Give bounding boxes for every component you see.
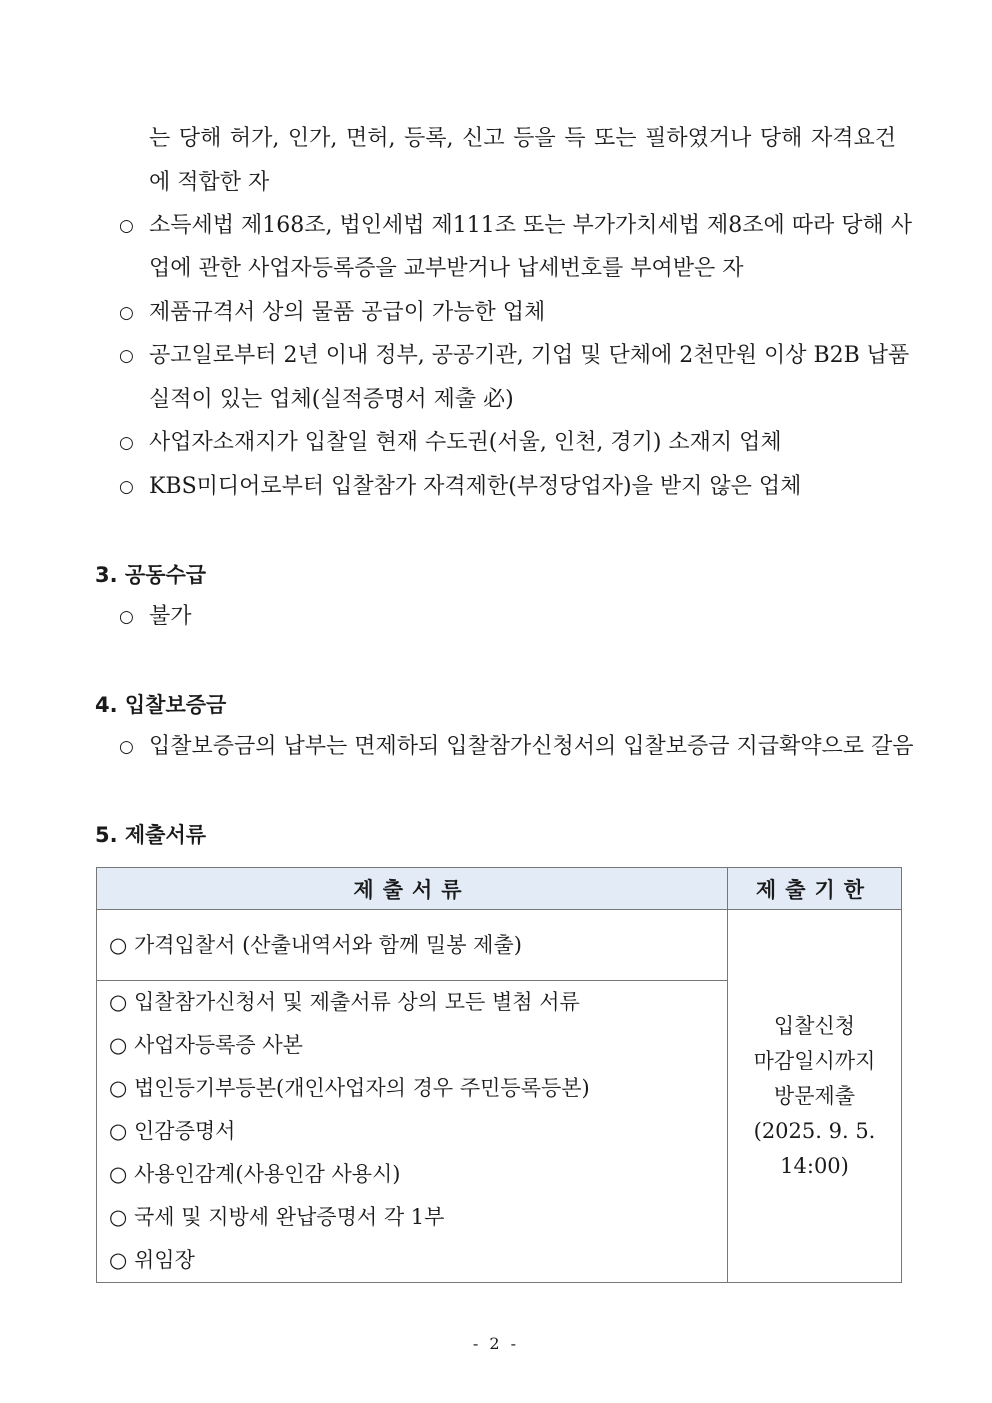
joint-supply-item: 불가 [149,604,192,629]
bullet-icon: ○ [119,216,134,236]
submission-documents-table [96,867,902,1283]
document-item: ○ 가격입찰서 (산출내역서와 함께 밀봉 제출) [109,933,522,957]
qualification-item-1-line-1: 소득세법 제168조, 법인세법 제111조 또는 부가가치세법 제8조에 따라 당해 사 [149,213,912,238]
deadline-line: (2025. 9. 5. [753,1118,876,1143]
table-row-price-bid [97,910,728,981]
page-number: - 2 - [472,1334,520,1353]
document-item: ○ 국세 및 지방세 완납증명서 각 1부 [109,1205,445,1229]
table-header-deadline: 제출기한 [728,868,902,910]
document-item: ○ 인감증명서 [109,1119,236,1143]
qualification-continuation-line-1: 는 당해 허가, 인가, 면허, 등록, 신고 등을 득 또는 필하였거나 당해 자격요건 [149,126,896,151]
deadline-line: 방문제출 [773,1083,856,1108]
document-item: ○ 위임장 [109,1248,195,1272]
qualification-item-3-line-2: 실적이 있는 업체(실적증명서 제출 必) [149,387,514,412]
table-header-documents: 제출서류 [97,868,728,910]
section-5-heading: 5. 제출서류 [95,823,207,847]
bullet-icon: ○ [119,607,134,627]
qualification-continuation-line-2: 에 적합한 자 [149,170,270,195]
section-4-heading: 4. 입찰보증금 [95,693,227,717]
qualification-item-5: KBS미디어로부터 입찰참가 자격제한(부정당업자)을 받지 않은 업체 [149,474,802,499]
qualification-item-1-line-2: 업에 관한 사업자등록증을 교부받거나 납세번호를 부여받은 자 [149,256,744,281]
deadline-cell [728,910,902,1283]
qualification-item-2: 제품규격서 상의 물품 공급이 가능한 업체 [149,300,546,325]
section-3-heading: 3. 공동수급 [95,563,207,587]
bid-bond-item: 입찰보증금의 납부는 면제하되 입찰참가신청서의 입찰보증금 지급확약으로 갈음 [149,734,914,759]
deadline-line: 입찰신청 [773,1013,856,1038]
bullet-icon: ○ [119,737,134,757]
document-item: ○ 법인등기부등본(개인사업자의 경우 주민등록등본) [109,1076,590,1100]
bullet-icon: ○ [119,477,134,497]
qualification-item-3-line-1: 공고일로부터 2년 이내 정부, 공공기관, 기업 및 단체에 2천만원 이상 B2B 납품 [149,343,910,368]
document-item: ○ 사업자등록증 사본 [109,1033,303,1057]
deadline-line: 마감일시까지 [753,1048,876,1073]
document-item: ○ 입찰참가신청서 및 제출서류 상의 모든 별첨 서류 [109,990,580,1014]
document-item: ○ 사용인감계(사용인감 사용시) [109,1162,401,1186]
table-row-other-documents [97,981,728,1283]
bullet-icon: ○ [119,346,134,366]
deadline-line: 14:00) [780,1153,849,1178]
bullet-icon: ○ [119,303,134,323]
qualification-item-4: 사업자소재지가 입찰일 현재 수도권(서울, 인천, 경기) 소재지 업체 [149,430,782,455]
bullet-icon: ○ [119,433,134,453]
